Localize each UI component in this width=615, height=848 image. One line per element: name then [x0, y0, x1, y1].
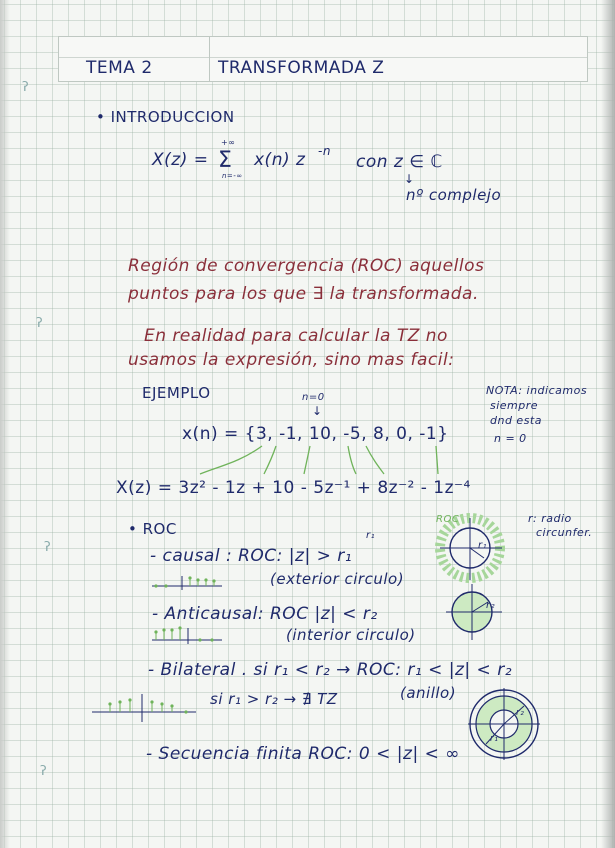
anticausal-roc-diagram — [446, 584, 502, 640]
causal-line: - causal : ROC: |z| > r₁ — [150, 546, 353, 566]
annulus-r2-label: r₂ — [516, 708, 525, 718]
nota-line4: n = 0 — [494, 432, 527, 445]
anticausal-stem-plot — [152, 626, 222, 644]
r1-causal-label: r₁ — [366, 530, 376, 541]
roc-definition-line1: Región de convergencia (ROC) aquellos — [128, 256, 485, 276]
r1-figure-label: r₁ — [478, 540, 488, 551]
bilateral-line: - Bilateral . si r₁ < r₂ → ROC: r₁ < |z| < r₂ — [148, 660, 513, 680]
sum-symbol: Σ — [218, 148, 233, 173]
causal-roc-diagram — [440, 518, 502, 580]
practice-line1: En realidad para calcular la TZ no — [144, 326, 448, 346]
roc-heading-text: ROC — [142, 520, 177, 538]
topic-number: TEMA 2 — [86, 58, 153, 78]
finite-sequence-line: - Secuencia finita ROC: 0 < |z| < ∞ — [146, 744, 460, 764]
bilateral-stem-plot — [92, 694, 196, 722]
z-transform-exponent: -n — [318, 144, 331, 158]
example-label: EJEMPLO — [142, 384, 211, 402]
bilateral-line2: si r₁ > r₂ → ∄ TZ — [210, 690, 338, 708]
intro-heading: • INTRODUCCION — [96, 108, 235, 126]
mapping-arrows — [200, 446, 438, 474]
anticausal-note: (interior circulo) — [286, 626, 416, 644]
nota-line1: NOTA: indicamos — [486, 384, 588, 397]
roc-definition-line2: puntos para los que ∃ la transformada. — [128, 284, 479, 304]
causal-stem-plot — [152, 576, 222, 590]
sequence: x(n) = {3, -1, 10, -5, 8, 0, -1} — [182, 424, 449, 444]
radius-note-line1: r: radio — [528, 512, 572, 525]
nota-line3: dnd esta — [490, 414, 542, 427]
margin-mark: ʔ — [22, 80, 29, 95]
margin-mark: ʔ — [44, 540, 51, 555]
n0-arrow: ↓ — [312, 404, 323, 418]
radius-note-line2: circunfer. — [536, 526, 593, 539]
margin-mark: ʔ — [36, 316, 43, 331]
annulus-roc-diagram — [468, 688, 540, 760]
complex-condition: con z ∈ ℂ — [356, 152, 443, 172]
roc-heading: • ROC — [128, 520, 177, 538]
z-transform-lhs: X(z) = — [152, 150, 209, 170]
intro-heading-text: INTRODUCCION — [110, 108, 235, 126]
topic-title: TRANSFORMADA Z — [218, 58, 385, 78]
arrow-down: ↓ — [404, 172, 415, 186]
complex-note: nº complejo — [406, 186, 502, 204]
causal-note: (exterior circulo) — [270, 570, 405, 588]
anticausal-line: - Anticausal: ROC |z| < r₂ — [152, 604, 378, 624]
n0-marker: n=0 — [302, 392, 325, 403]
nota-line2: siempre — [490, 399, 539, 412]
roc-figure-label: ROC — [436, 514, 460, 525]
practice-line2: usamos la expresión, sino mas facil: — [128, 350, 455, 370]
annulus-r1-label: r₁ — [490, 734, 499, 744]
z-transform-result: X(z) = 3z² - 1z + 10 - 5z⁻¹ + 8z⁻² - 1z⁻⁴ — [116, 478, 471, 498]
r2-figure-label: r₂ — [486, 600, 496, 611]
sum-upper-limit: +∞ — [221, 138, 236, 147]
bilateral-note: (anillo) — [400, 684, 457, 702]
margin-mark: ʔ — [40, 764, 47, 779]
z-transform-rhs: x(n) z — [254, 150, 306, 170]
sum-lower-limit: n=-∞ — [222, 172, 243, 180]
